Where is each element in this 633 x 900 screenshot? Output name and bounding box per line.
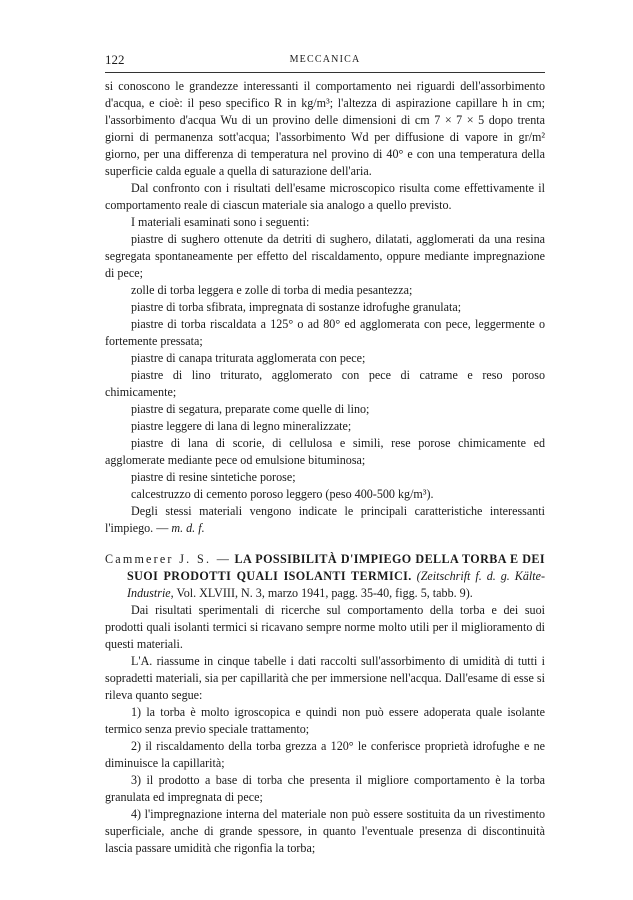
intro-paragraph-3: I materiali esaminati sono i seguenti: (131, 215, 310, 229)
material-item: piastre di torba sfibrata, impregnata di sostanze idrofughe granulata; (131, 300, 462, 314)
entry-author: Cammerer J. S. — (105, 552, 232, 566)
material-item: zolle di torba leggera e zolle di torba di media pesantezza; (131, 283, 413, 297)
closing-paragraph (105, 503, 545, 537)
finding-item: 1) la torba è molto igroscopica e quindi non può essere adoperata quale isolante termico senza previo speciale trattamento; (105, 705, 545, 736)
page-header (105, 52, 545, 72)
material-item: piastre di lino triturato, agglomerato con pece di catrame e reso poroso chimicamente; (105, 368, 545, 399)
page-number: 122 (105, 52, 125, 67)
finding-item: 2) il riscaldamento della torba grezza a 120° le conferisce proprietà idrofughe e ne diminuisce la capillarità; (105, 739, 545, 770)
material-item: piastre di segatura, preparate come quelle di lino; (131, 402, 370, 416)
body-paragraph-2: L'A. riassume in cinque tabelle i dati raccolti sull'assorbimento di umidità di tutti i sopradetti materiali, sia per capillarità che per immersione nell'acqua. Dall'esame di esse si rileva quanto segue: (105, 654, 545, 702)
intro-paragraph-2: Dal confronto con i risultati dell'esame microscopico risulta come effettivamente il comportamento reale di ciascun materiale sia analogo a quello previsto. (105, 181, 545, 212)
material-item: piastre di canapa triturata agglomerata con pece; (131, 351, 366, 365)
material-item: calcestruzzo di cemento poroso leggero (peso 400-500 kg/m³). (131, 487, 434, 501)
author-signature: m. d. f. (171, 521, 205, 535)
finding-item: 4) l'impregnazione interna del materiale non può essere sostituita da un rivestimento superficiale, anche di grande spessore, in quanto l'eventuale presenza di discontinuità lascia passare umidità che rigonfia la torba; (105, 807, 545, 855)
article-body (105, 78, 545, 857)
material-item: piastre di lana di scorie, di cellulosa e simili, rese porose chimicamente ed agglomerate mediante pece od emulsione bituminosa; (105, 436, 545, 467)
entry-title: LA POSSIBILITÀ D'IMPIEGO DELLA TORBA E DEI SUOI PRODOTTI QUALI ISOLANTI TERMICI. (127, 552, 545, 583)
finding-item: 3) il prodotto a base di torba che presenta il migliore comportamento è la torba granulata ed impregnata di pece; (105, 773, 545, 804)
material-item: piastre di resine sintetiche porose; (131, 470, 296, 484)
entry-journal: (Zeitschrift f. d. g. Kälte-Industrie, (127, 569, 545, 600)
intro-paragraph-1: si conoscono le grandezze interessanti il comportamento nei riguardi dell'assorbimento d'acqua, e cioè: il peso specifico R in kg/m³; l'altezza di aspirazione capillare h in cm; l'assorbimento d'acqua Wu di un provino delle dimensioni di cm 7 × 7 × 5 dopo trenta giorni di permanenza sott'acqua; l'assorbimento Wd per diffusione di vapore in gr/m² giorno, per una differenza di temperatura nel provino di 40° e con una temperatura della superficie calda eguale a quella di saturazione dell'aria. (105, 79, 545, 178)
bibliographic-entry (105, 551, 545, 602)
material-item: piastre di torba riscaldata a 125° o ad 80° ed agglomerata con pece, leggermente o fortemente pressata; (105, 317, 545, 348)
entry-citation: Vol. XLVIII, N. 3, marzo 1941, pagg. 35-40, figg. 5, tabb. 9). (176, 586, 473, 600)
closing-text: Degli stessi materiali vengono indicate le principali caratteristiche interessanti l'impiego. — (105, 504, 545, 535)
body-paragraph-1: Dai risultati sperimentali di ricerche sul comportamento della torba e dei suoi prodotti quali isolanti termici si ricavano sempre norme molto utili per il miglioramento di questi materiali. (105, 603, 545, 651)
header-rule (105, 72, 545, 73)
material-item: piastre leggere di lana di legno mineralizzate; (131, 419, 352, 433)
running-head: MECCANICA (289, 54, 361, 65)
material-item: piastre di sughero ottenute da detriti di sughero, dilatati, agglomerati da una resina segregata spontaneamente per effetto del riscaldamento, oppure mediante impregnazione di pece; (105, 232, 545, 280)
